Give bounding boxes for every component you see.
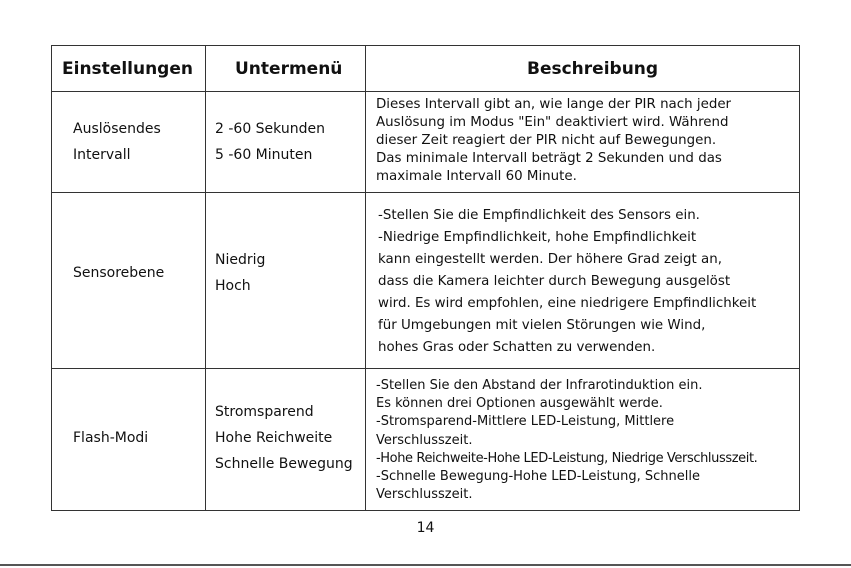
column-divider [365,46,366,510]
bottom-rule [0,564,851,566]
row2-setting [73,260,164,286]
row2-description [378,205,756,359]
header-description: Beschreibung [527,59,659,79]
submenu-option: 5 -60 Minuten [215,147,313,163]
submenu-option: Niedrig [215,252,266,268]
row1-setting [73,116,161,168]
row3-description [376,377,757,504]
setting-line: Auslösendes [73,121,161,137]
setting-line: Flash-Modi [73,430,149,446]
description-line: Verschlusszeit. [376,432,473,448]
row-divider [52,192,799,193]
description-line: kann eingestellt werden. Der höhere Grad zeigt an, [378,252,722,267]
setting-line: Sensorebene [73,265,165,281]
description-line: -Stellen Sie den Abstand der Infrarotinduktion ein. [376,378,703,393]
description-line: Verschlusszeit. [376,487,473,503]
description-line: Es können drei Optionen ausgewählt werde. [376,396,663,412]
description-line: Auslösung im Modus "Ein" deaktiviert wird. Während [376,115,729,130]
setting-line: Intervall [73,147,131,163]
page-number: 14 [416,520,435,536]
description-line: -Schnelle Bewegung-Hohe LED-Leistung, Schnelle [376,469,700,485]
description-line: Dieses Intervall gibt an, wie lange der PIR nach jeder [376,97,732,112]
description-line: hohes Gras oder Schatten zu verwenden. [378,340,656,355]
row2-submenu [215,247,265,299]
row1-submenu [215,116,325,168]
submenu-option: Stromsparend [215,404,314,420]
description-line: dieser Zeit reagiert der PIR nicht auf Bewegungen. [376,133,717,148]
submenu-option: Hoch [215,278,251,294]
row3-setting [73,425,148,451]
column-divider [205,46,206,510]
description-line: -Hohe Reichweite-Hohe LED-Leistung, Niedrige Verschlusszeit. [376,450,758,466]
description-line: -Stromsparend-Mittlere LED-Leistung, Mittlere [376,414,675,430]
description-line: -Stellen Sie die Empfindlichkeit des Sensors ein. [378,208,700,223]
row3-submenu [215,399,353,477]
description-line: -Niedrige Empfindlichkeit, hohe Empfindlichkeit [378,230,697,245]
header-submenu: Untermenü [235,59,343,79]
row1-description [376,96,731,186]
settings-table [51,45,800,511]
submenu-option: Hohe Reichweite [215,430,333,446]
description-line: dass die Kamera leichter durch Bewegung ausgelöst [378,274,731,289]
description-line: Das minimale Intervall beträgt 2 Sekunden und das [376,151,722,166]
submenu-option: 2 -60 Sekunden [215,121,325,137]
description-line: wird. Es wird empfohlen, eine niedrigere Empfindlichkeit [378,296,757,311]
row-divider [52,91,799,92]
description-line: maximale Intervall 60 Minute. [376,169,577,184]
description-line: für Umgebungen mit vielen Störungen wie Wind, [378,318,706,333]
header-settings: Einstellungen [62,59,193,79]
submenu-option: Schnelle Bewegung [215,456,353,472]
row-divider [52,368,799,369]
